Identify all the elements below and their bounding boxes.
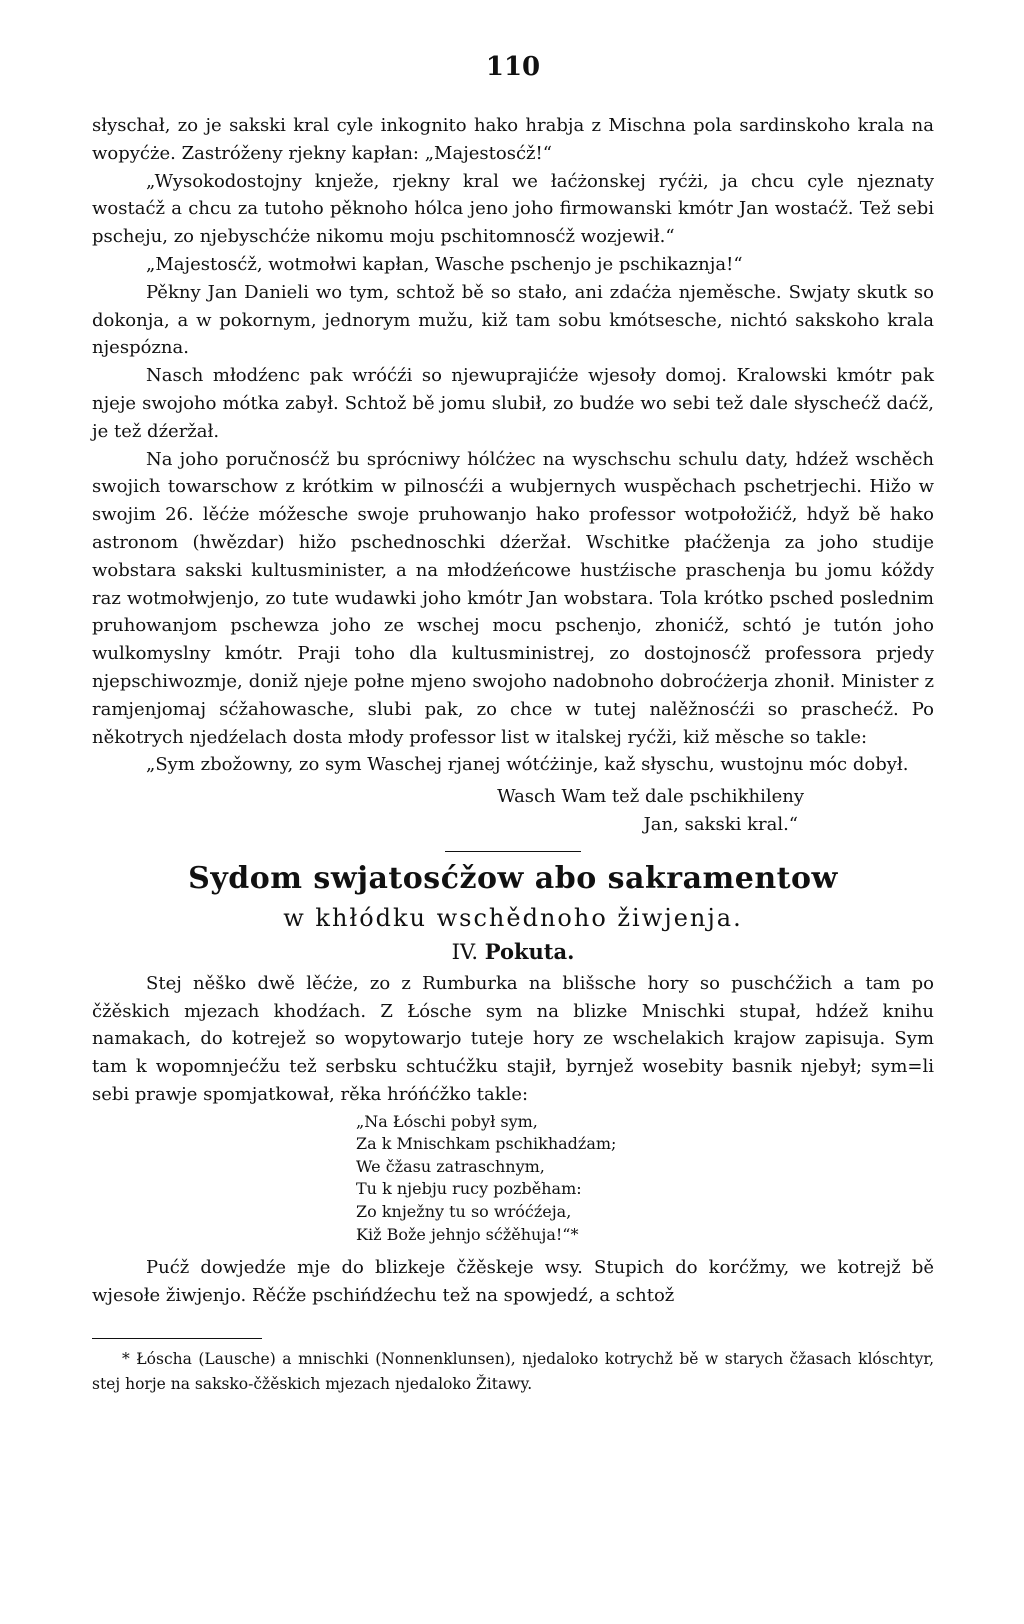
paragraph: „Majestosćž, wotmołwi kapłan, Wasche pschenjo je pschikaznja!“: [146, 253, 743, 275]
poem-line: Tu k njebju rucy pozběham:: [356, 1179, 582, 1199]
closing-paragraph: Pućž dowjedźe mje do blizkeje čžěskeje wsy. Stupich do korćžmy, we kotrejž bě wjesołe žiwjenjo. Rěćže pschińdźechu tež na spowjedź, a schtož: [92, 1257, 934, 1307]
section-paragraph: Stej něško dwě lěćże, zo z Rumburka na blišsche hory so puschćžich a tam po čžěskich mjezach khodźach. Z Łósche sym na blizke Mnischki stupał, hdźež knihu namakach, do kotrejež so wopytowarjo tuteje hory ze wschelakich krajow zapisuja. Sym tam k wopomnjećžu tež serbsku schtućžku stajił, byrnjež wosebity basnik njebył; sym=li sebi prawje spomjatkował, rěka hróńćžko takle:: [92, 972, 934, 1105]
footnote: * Łóscha (Lausche) a mnischki (Nonnenklunsen), njedaloko kotrychž bě w starych čžasach klóschtyr, stej horje na saksko-čžěskich mjezach njedaloko Žitawy.: [92, 1349, 934, 1393]
poem-line: „Na Łóschi pobył sym,: [356, 1111, 538, 1131]
poem: [356, 1111, 934, 1247]
signature-line-2: Jan, sakski kral.“: [643, 813, 798, 835]
paragraph: Nasch młodźenc pak wróćźi so njewuprajićże wjesoły domoj. Kralowski kmótr pak njeje swojoho mótka zabył. Schtož bě jomu slubił, zo budźe wo sebi tež dale słyschećž daćž, je tež dźeržał.: [92, 365, 934, 442]
poem-line: Zo knježny tu so wróćźeja,: [356, 1202, 572, 1222]
paragraph: słyschał, zo je sakski kral cyle inkognito hako hrabja z Mischna pola sardinskoho krala na wopyćże. Zastróženy rjekny kapłan: „Majestosćž!“: [92, 115, 934, 164]
paragraph: Na joho poručnosćž bu sprócniwy hólćżec na wyschschu schulu daty, hdźež wschěch swojich towarschow z krótkim w pilnosćźi a wubjernych wuspěchach pschetrjechi. Hižo w swojim 26. lěćże móžesche swoje pruhowanjo hako professor wotpołožićž, hdyž bě hako astronom (hwězdar) hižo pschednoschki dźeržał. Wschitke płaćženja za joho studije wobstara sakski kultusminister, a na młodźeńcowe hustźische praschenja bu jomu kóždy raz wotmołwjenjo, zo tute wudawki joho kmótr Jan wobstara. Tola krótko psched poslednim pruhowanjom pschewza joho ze wschej mocu pschenjo, zhonićž, schtó je tutón joho wulkomyslny kmótr. Praji toho dla kultusministrej, zo dostojnosćž professora prjedy njepschiwozmje, doniž njeje połne mjeno swojoho nadobnoho dobroćżerja zhonił. Minister z ramjenjomaj sćžahowasche, slubi pak, zo chce w tutej nalěžnosćźi so praschećž. Po někotrych njedźelach dosta młody professor list w italskej ryćži, kiž měsche so takle:: [92, 448, 934, 748]
poem-line: Kiž Bože jehnjo sćžěhuja!“*: [356, 1224, 579, 1244]
poem-line: We čžasu zatraschnym,: [356, 1156, 545, 1176]
signature-line-1: Wasch Wam tež dale pschikhileny: [497, 786, 804, 808]
section-title: Sydom swjatosćžow abo sakramentow: [188, 860, 838, 896]
paragraph: Pěkny Jan Danieli wo tym, schtož bě so stało, ani zdaćża njeměsche. Swjaty skutk so dokonja, a w pokornym, jednorym mužu, kiž tam sobu kmótsesche, nichtó sakskoho krala njespózna.: [92, 281, 934, 359]
paragraph: „Wysokodostojny knježe, rjekny kral we łaćżonskej ryćżi, ja chcu cyle njeznaty wostaćž a chcu za tutoho pěknoho hólca jeno joho firmowanski kmótr Jan wostaćž. Tež sebi pscheju, zo njebyschćże nikomu moju pschitomnosćž wozjewił.“: [92, 170, 934, 248]
page-number: 110: [485, 52, 541, 82]
poem-line: Za k Mnischkam pschikhadźam;: [356, 1134, 617, 1154]
part-title: Pokuta.: [484, 938, 575, 964]
section-subtitle: w khłódku wschědnoho žiwjenja.: [283, 903, 743, 932]
footnote-divider: [92, 1338, 262, 1339]
paragraph: „Sym zbožowny, zo sym Waschej rjanej wótćżinje, kaž słyschu, wustojnu móc dobył.: [146, 754, 909, 776]
part-number: IV.: [451, 939, 479, 964]
section-divider: [445, 851, 581, 852]
page-body: [92, 112, 934, 1397]
part-heading: [92, 936, 934, 968]
